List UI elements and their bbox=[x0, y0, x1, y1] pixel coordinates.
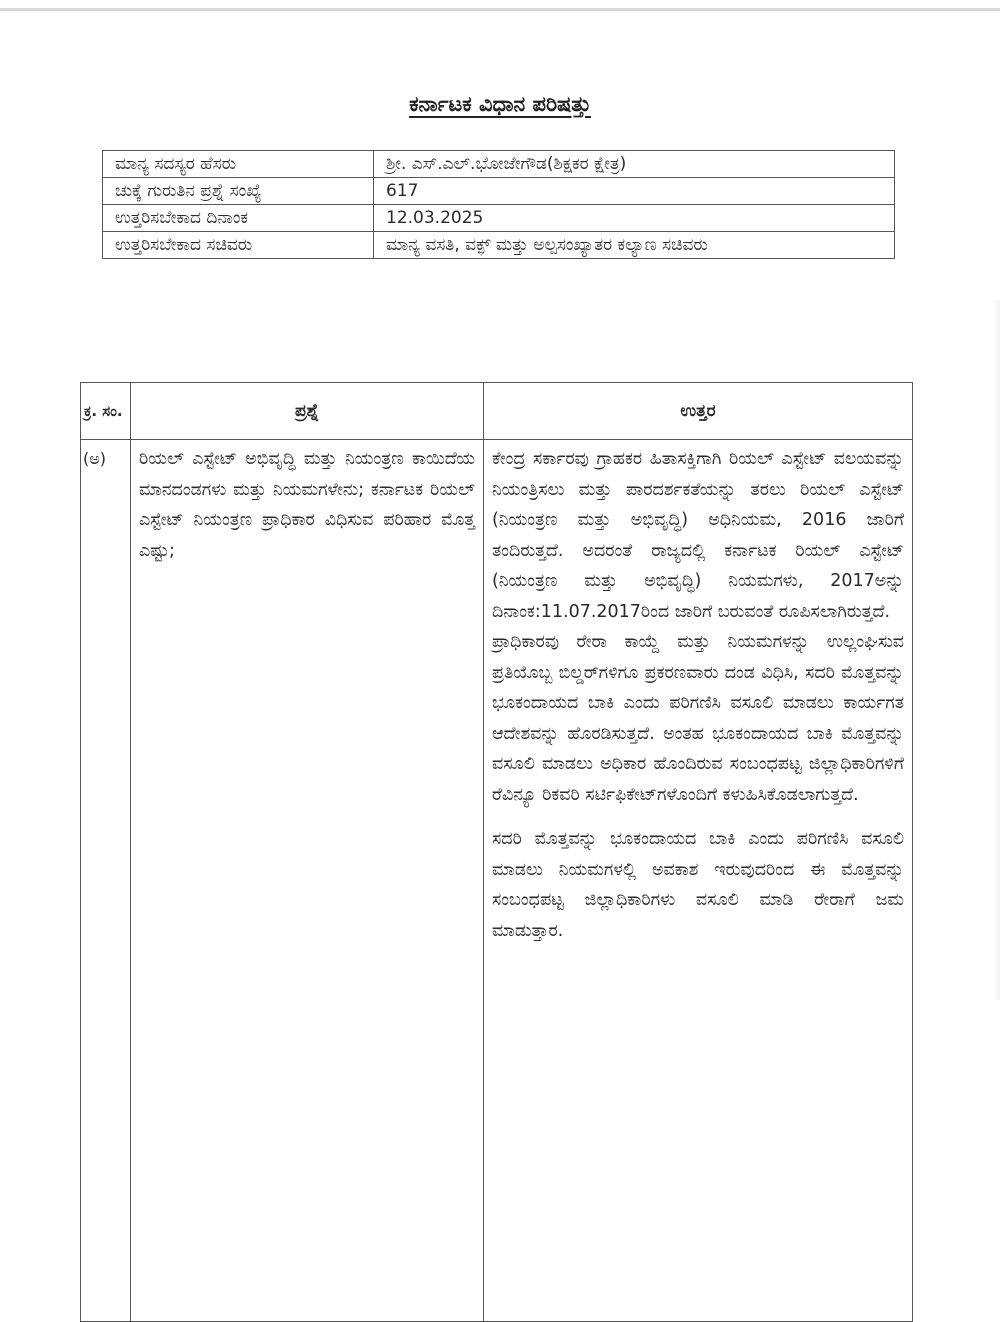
question-answer-table bbox=[80, 382, 913, 1322]
answer-paragraph: ಸದರಿ ಮೊತ್ತವನ್ನು ಭೂಕಂದಾಯದ ಬಾಕಿ ಎಂದು ಪರಿಗಣಿಸಿ ವಸೂಲಿ ಮಾಡಲು ನಿಯಮಗಳಲ್ಲಿ ಅವಕಾಶ ಇರುವುದರಿಂದ ಈ ಮೊತ್ತವನ್ನು ಸಂಬಂಧಪಟ್ಟ ಜಿಲ್ಲಾಧಿಕಾರಿಗಳು ವಸೂಲಿ ಮಾಡಿ ರೇರಾಗೆ ಜಮ ಮಾಡುತ್ತಾರ. bbox=[492, 829, 904, 941]
question-cell bbox=[131, 440, 484, 1322]
scan-top-edge bbox=[0, 8, 1000, 11]
answer-cell bbox=[484, 440, 913, 1322]
scan-right-shadow bbox=[992, 300, 1000, 1000]
table-row bbox=[103, 205, 895, 232]
document-title: ಕರ್ನಾಟಕ ವಿಧಾನ ಪರಿಷತ್ತು bbox=[409, 92, 591, 116]
answer-paragraph: ಪ್ರಾಧಿಕಾರವು ರೇರಾ ಕಾಯ್ದೆ ಮತ್ತು ನಿಯಮಗಳನ್ನು ಉಲ್ಲಂಘಿಸುವ ಪ್ರತಿಯೊಬ್ಬ ಬಿಲ್ಡರ್‌ಗಳಿಗೂ ಪ್ರಕರಣವಾರು ದಂಡ ವಿಧಿಸಿ, ಸದರಿ ಮೊತ್ತವನ್ನು ಭೂಕಂದಾಯದ ಬಾಕಿ ಎಂದು ಪರಿಗಣಿಸಿ ವಸೂಲಿ ಮಾಡಲು ಕಾರ್ಯಗತ ಆದೇಶವನ್ನು ಹೊರಡಿಸುತ್ತದೆ. ಅಂತಹ ಭೂಕಂದಾಯದ ಬಾಕಿ ಮೊತ್ತವನ್ನು ವಸೂಲಿ ಮಾಡಲು ಅಧಿಕಾರ ಹೊಂದಿರುವ ಸಂಬಂಧಪಟ್ಟ ಜಿಲ್ಲಾಧಿಕಾರಿಗಳಿಗೆ ರೆವಿನ್ಯೂ ರಿಕವರಿ ಸರ್ಟಿಫಿಕೇಟ್‌ಗಳೊಂದಿಗೆ ಕಳುಹಿಸಿಕೊಡಲಾಗುತ್ತದೆ. bbox=[492, 632, 904, 805]
answer-paragraph: ಕೇಂದ್ರ ಸರ್ಕಾರವು ಗ್ರಾಹಕರ ಹಿತಾಸಕ್ತಿಗಾಗಿ ರಿಯಲ್ ಎಸ್ಟೇಟ್ ವಲಯವನ್ನು ನಿಯಂತ್ರಿಸಲು ಮತ್ತು ಪಾರದರ್ಶಕತೆಯನ್ನು ತರಲು ರಿಯಲ್ ಎಸ್ಟೇಟ್ (ನಿಯಂತ್ರಣ ಮತ್ತು ಅಭಿವೃದ್ಧಿ) ಅಧಿನಿಯಮ, 2016 ಜಾರಿಗೆ ತಂದಿರುತ್ತದೆ. ಅದರಂತೆ ರಾಜ್ಯದಲ್ಲಿ ಕರ್ನಾಟಕ ರಿಯಲ್ ಎಸ್ಟೇಟ್ (ನಿಯಂತ್ರಣ ಮತ್ತು ಅಭಿವೃದ್ಧಿ) ನಿಯಮಗಳು, 2017ಅನ್ನು ದಿನಾಂಕ:11.07.2017ರಿಂದ ಜಾರಿಗೆ ಬರುವಂತೆ ರೂಪಿಸಲಾಗಿರುತ್ತದೆ. bbox=[492, 449, 904, 622]
member-name-label: ಮಾನ್ಯ ಸದಸ್ಯರ ಹೆಸರು bbox=[103, 151, 374, 178]
table-header-row bbox=[81, 383, 913, 440]
table-row bbox=[103, 178, 895, 205]
answer-header: ಉತ್ತರ bbox=[484, 383, 913, 440]
table-row bbox=[81, 440, 913, 1322]
question-text: ರಿಯಲ್ ಎಸ್ಟೇಟ್ ಅಭಿವೃದ್ಧಿ ಮತ್ತು ನಿಯಂತ್ರಣ ಕಾಯಿದೆಯ ಮಾನದಂಡಗಳು ಮತ್ತು ನಿಯಮಗಳೇನು; ಕರ್ನಾಟಕ ರಿಯಲ್ ಎಸ್ಟೇಟ್ ನಿಯಂತ್ರಣ ಪ್ರಾಧಿಕಾರ ವಿಧಿಸುವ ಪರಿಹಾರ ಮೊತ್ತ ಎಷ್ಟು; bbox=[139, 449, 475, 561]
question-number-label: ಚುಕ್ಕೆ ಗುರುತಿನ ಪ್ರಶ್ನೆ ಸಂಖ್ಯೆ bbox=[103, 178, 374, 205]
serial-number-header: ಕ್ರ. ಸಂ. bbox=[81, 383, 131, 440]
member-name-value: ಶ್ರೀ. ಎಸ್.ಎಲ್.ಭೋಜೇಗೌಡ(ಶಿಕ್ಷಕರ ಕ್ಷೇತ್ರ) bbox=[374, 151, 895, 178]
serial-number-cell: (ಅ) bbox=[81, 440, 131, 1322]
question-details-table bbox=[102, 150, 895, 259]
answer-date-label: ಉತ್ತರಿಸಬೇಕಾದ ದಿನಾಂಕ bbox=[103, 205, 374, 232]
minister-label: ಉತ್ತರಿಸಬೇಕಾದ ಸಚಿವರು bbox=[103, 232, 374, 259]
answer-date-value: 12.03.2025 bbox=[374, 205, 895, 232]
minister-value: ಮಾನ್ಯ ವಸತಿ, ವಕ್ಫ್ ಮತ್ತು ಅಲ್ಪಸಂಖ್ಯಾತರ ಕಲ್ಯಾಣ ಸಚಿವರು bbox=[374, 232, 895, 259]
question-header: ಪ್ರಶ್ನೆ bbox=[131, 383, 484, 440]
table-row bbox=[103, 232, 895, 259]
question-number-value: 617 bbox=[374, 178, 895, 205]
table-row bbox=[103, 151, 895, 178]
